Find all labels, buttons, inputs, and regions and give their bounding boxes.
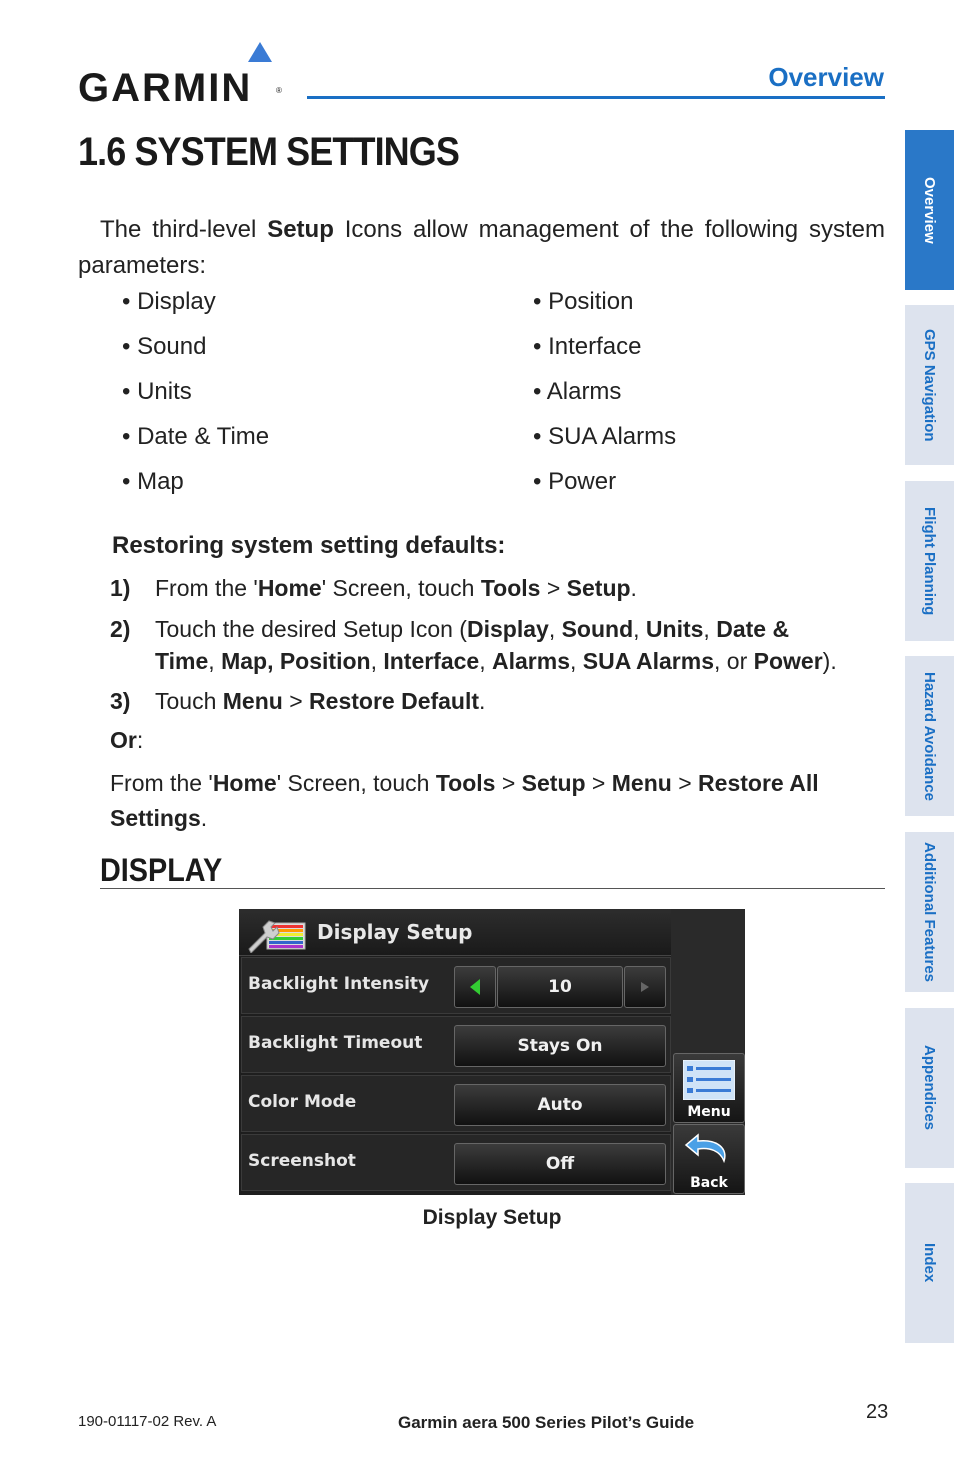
- setting-label: Backlight Intensity: [248, 974, 430, 994]
- step-number: 3): [110, 688, 131, 714]
- step-3: [110, 685, 870, 717]
- page-number: 23: [866, 1401, 889, 1423]
- step-number: 1): [110, 575, 131, 601]
- step-text: Touch the desired Setup Icon (Display, Sound, Units, Date & Time, Map, Position, Interface, Alarms, SUA Alarms, or Power).: [155, 616, 837, 674]
- intro-bold: Setup: [267, 216, 334, 243]
- backlight-intensity-value[interactable]: 10: [497, 966, 623, 1008]
- device-side-bar: [671, 909, 745, 1195]
- intro-post: Icons allow management of the following system parameters:: [78, 216, 886, 279]
- device-title-bar: [239, 909, 671, 956]
- setup-wrench-icon: [245, 913, 311, 953]
- list-item: • Sound: [122, 333, 269, 378]
- intro-pre: The third-level: [100, 216, 268, 243]
- decrease-arrow-button[interactable]: [454, 966, 496, 1008]
- tab-label: Additional Features: [921, 841, 938, 983]
- list-item: • Interface: [533, 333, 676, 378]
- back-arrow-icon: [684, 1131, 734, 1171]
- doc-number: 190-01117-02 Rev. A: [78, 1413, 217, 1430]
- list-item: • Map: [122, 468, 269, 513]
- menu-label: Menu: [687, 1104, 731, 1120]
- restore-heading: Restoring system setting defaults:: [112, 532, 506, 559]
- back-label: Back: [690, 1175, 728, 1191]
- menu-button[interactable]: [673, 1053, 745, 1123]
- tab-hazard-avoidance[interactable]: [905, 656, 954, 816]
- menu-list-icon: [683, 1060, 735, 1100]
- list-item: • Display: [122, 288, 269, 333]
- tab-gps-navigation[interactable]: [905, 305, 954, 465]
- tab-appendices[interactable]: [905, 1008, 954, 1168]
- intro-paragraph: [78, 212, 885, 284]
- backlight-timeout-button[interactable]: Stays On: [454, 1025, 666, 1067]
- step-number: 2): [110, 616, 131, 642]
- list-item: • Units: [122, 378, 269, 423]
- tab-label: Overview: [921, 176, 938, 244]
- list-item: • Power: [533, 468, 676, 513]
- step-1: [110, 572, 870, 604]
- page-title: 1.6 SYSTEM SETTINGS: [78, 130, 459, 174]
- params-list-right: [533, 288, 676, 513]
- screenshot-button[interactable]: Off: [454, 1143, 666, 1185]
- params-list-left: [122, 288, 269, 513]
- tab-index[interactable]: [905, 1183, 954, 1343]
- logo-registered-mark: ®: [276, 86, 282, 95]
- left-arrow-icon: [468, 978, 482, 996]
- setting-row-color-mode: [241, 1075, 671, 1132]
- tab-flight-planning[interactable]: [905, 481, 954, 641]
- header-rule: [307, 96, 885, 99]
- tab-label: GPS Navigation: [921, 328, 938, 442]
- display-heading: DISPLAY: [100, 852, 223, 888]
- tab-label: Hazard Avoidance: [921, 671, 938, 801]
- section-title: Overview: [768, 62, 884, 92]
- display-setup-screenshot: [239, 909, 745, 1195]
- list-item: • SUA Alarms: [533, 423, 676, 468]
- step-2: [110, 613, 870, 677]
- logo-wordmark: GARMIN: [78, 66, 253, 110]
- display-rule: [100, 888, 885, 889]
- guide-title: Garmin aera 500 Series Pilot’s Guide: [398, 1413, 695, 1432]
- list-item: • Position: [533, 288, 676, 333]
- setting-label: Backlight Timeout: [248, 1033, 423, 1053]
- device-title: Display Setup: [317, 920, 473, 944]
- tab-additional-features[interactable]: [905, 832, 954, 992]
- increase-arrow-button[interactable]: [624, 966, 666, 1008]
- right-arrow-icon: [638, 978, 652, 996]
- alternative-step: From the 'Home' Screen, touch Tools > Setup > Menu > Restore All Settings.: [110, 770, 819, 831]
- tab-overview[interactable]: [905, 130, 954, 290]
- or-label: Or:: [110, 727, 144, 753]
- setting-label: Screenshot: [248, 1151, 356, 1171]
- back-button[interactable]: [673, 1124, 745, 1194]
- list-item: • Date & Time: [122, 423, 269, 468]
- figure-caption: Display Setup: [422, 1206, 562, 1229]
- tab-label: Flight Planning: [921, 506, 938, 616]
- step-text: From the 'Home' Screen, touch Tools > Setup.: [155, 575, 637, 601]
- setting-row-backlight-timeout: [241, 1016, 671, 1073]
- list-item: • Alarms: [533, 378, 676, 423]
- color-mode-button[interactable]: Auto: [454, 1084, 666, 1126]
- setting-row-backlight-intensity: [241, 957, 671, 1014]
- step-text: Touch Menu > Restore Default.: [155, 688, 486, 714]
- setting-label: Color Mode: [248, 1092, 357, 1112]
- tab-label: Index: [921, 1243, 938, 1283]
- logo-triangle-icon: [248, 42, 272, 62]
- setting-row-screenshot: [241, 1134, 671, 1191]
- tab-label: Appendices: [921, 1045, 938, 1131]
- garmin-logo: [78, 42, 288, 110]
